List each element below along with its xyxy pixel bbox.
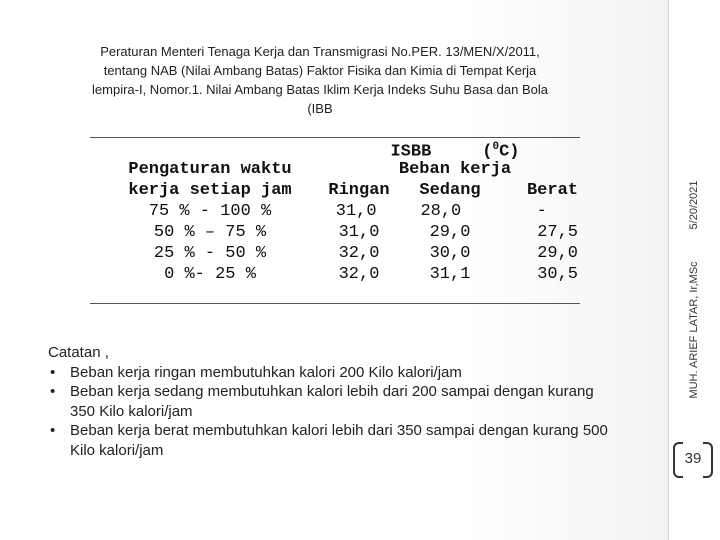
notes-section	[48, 343, 608, 460]
workload-header: Beban kerja	[398, 160, 512, 179]
column-header-berat: Berat	[526, 181, 578, 200]
isbb-unit-rest: C)	[499, 142, 520, 162]
note-text: Beban kerja berat membutuhkan kalori lebih dari 350 sampai dengan kurang 500 Kilo kalori/jam	[70, 422, 608, 459]
work-time-cell: 0 %- 25 %	[164, 265, 256, 284]
table-row	[318, 222, 578, 243]
work-time-column	[100, 159, 320, 285]
cell-sedang: 29,0	[429, 223, 471, 242]
workload-columns-row	[318, 180, 578, 201]
list-item	[48, 382, 608, 421]
table-row	[318, 264, 578, 285]
title-line: tentang NAB (Nilai Ambang Batas) Faktor Fisika dan Kimia di Tempat Kerja	[103, 63, 537, 78]
cell-ringan: 31,0	[335, 202, 377, 221]
work-time-header: kerja setiap jam	[128, 181, 292, 200]
column-header-ringan: Ringan	[328, 181, 390, 200]
list-item	[48, 363, 608, 383]
cell-berat: 29,0	[537, 244, 578, 263]
table-row	[318, 201, 578, 222]
cell-ringan: 32,0	[338, 244, 380, 263]
work-time-header: Pengaturan waktu	[128, 160, 292, 179]
cell-sedang: 28,0	[420, 202, 462, 221]
notes-heading: Catatan ,	[48, 344, 109, 361]
slide-title	[60, 42, 580, 118]
cell-sedang: 31,1	[429, 265, 471, 284]
cell-ringan: 31,0	[338, 223, 380, 242]
bullet-icon: •	[50, 363, 56, 381]
note-text: Beban kerja ringan membutuhkan kalori 200 Kilo kalori/jam	[70, 363, 462, 381]
cell-berat: 27,5	[537, 223, 578, 242]
table-bottom-rule	[90, 303, 580, 304]
cell-berat: -	[536, 202, 547, 221]
list-item	[48, 421, 608, 460]
isbb-label: ISBB	[390, 142, 432, 162]
work-time-cell: 75 % - 100 %	[148, 202, 272, 221]
work-time-cell: 50 % – 75 %	[153, 223, 267, 242]
cell-sedang: 30,0	[429, 244, 471, 263]
isbb-values-table	[318, 180, 578, 285]
isbb-unit-open: (	[482, 142, 493, 162]
title-line: (IBB	[307, 101, 333, 116]
page-number-badge	[667, 442, 719, 476]
isbb-unit-superscript: 0	[492, 141, 500, 153]
slide-date: 5/20/2021	[688, 180, 700, 230]
cell-ringan: 32,0	[338, 265, 380, 284]
column-header-sedang: Sedang	[419, 181, 481, 200]
title-line: lempira-I, Nomor.1. Nilai Ambang Batas Iklim Kerja Indeks Suhu Basa dan Bola	[92, 82, 548, 97]
work-time-cell: 25 % - 50 %	[153, 244, 267, 263]
bullet-icon: •	[50, 422, 56, 439]
bullet-icon: •	[50, 383, 56, 400]
slide-author: MUH. ARIEF LATAR, Ir,MSc	[688, 261, 700, 399]
note-text: Beban kerja sedang membutuhkan kalori lebih dari 200 sampai dengan kurang 350 Kilo kalori/jam	[70, 383, 594, 420]
table-row	[318, 243, 578, 264]
title-line: Peraturan Menteri Tenaga Kerja dan Transmigrasi No.PER. 13/MEN/X/2011,	[100, 44, 540, 59]
page-number: 39	[684, 450, 702, 467]
right-brace-icon	[703, 442, 713, 478]
cell-berat: 30,5	[537, 265, 578, 284]
